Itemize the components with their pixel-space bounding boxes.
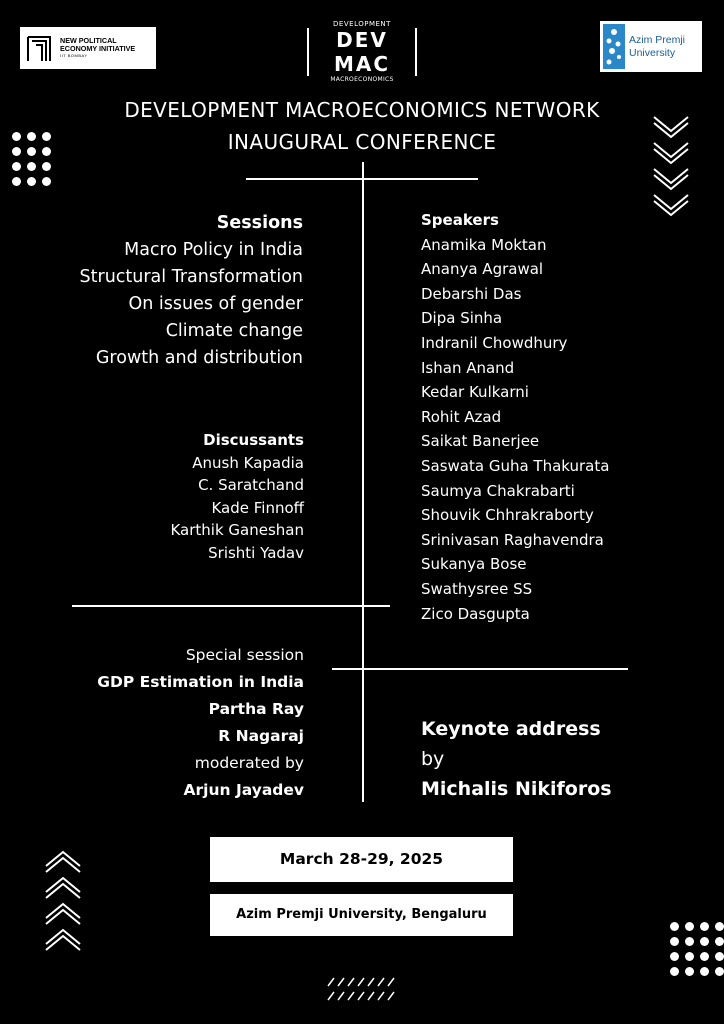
apu-line-1: Azim Premji — [629, 33, 686, 46]
discussant-name: Kade Finnoff — [211, 498, 304, 517]
npei-line-3: IIT BOMBAY — [60, 53, 88, 59]
devmac-main: DEV MAC — [307, 28, 417, 76]
moderated-label: moderated by — [194, 754, 304, 772]
special-session-speaker: R Nagaraj — [218, 727, 304, 745]
slash-pattern-decoration — [326, 976, 398, 1002]
speaker-name: Indranil Chowdhury — [421, 333, 568, 352]
sessions-heading: Sessions — [216, 213, 303, 233]
keynote-heading: Keynote address — [421, 718, 601, 740]
discussant-name: Karthik Ganeshan — [170, 521, 304, 539]
discussants-heading: Discussants — [203, 431, 304, 449]
speaker-name: Rohit Azad — [421, 407, 502, 426]
session-item: On issues of gender — [128, 294, 303, 314]
title-line-1: DEVELOPMENT MACROECONOMICS NETWORK — [124, 98, 600, 122]
speaker-name: Swathysree SS — [421, 579, 533, 598]
session-item: Climate change — [165, 321, 303, 341]
center-divider — [362, 162, 364, 802]
discussant-name: Srishti Yadav — [208, 543, 304, 562]
moderator-name: Arjun Jayadev — [183, 781, 304, 799]
dot-grid-decoration — [670, 922, 724, 976]
special-session-label: Special session — [185, 646, 304, 664]
speaker-name: Saumya Chakrabarti — [421, 481, 575, 500]
chevron-up-icon — [44, 848, 82, 952]
devmac-top: DEVELOPMENT — [333, 20, 391, 28]
discussant-name: Anush Kapadia — [192, 453, 304, 472]
session-item: Growth and distribution — [95, 348, 303, 368]
event-dates: March 28-29, 2025 — [210, 837, 513, 882]
sessions-section — [80, 210, 303, 372]
right-divider — [332, 668, 628, 670]
dot-grid-decoration — [12, 132, 51, 186]
speaker-name: Debarshi Das — [421, 284, 522, 303]
session-item: Macro Policy in India — [124, 240, 303, 260]
keynote-section — [421, 714, 612, 804]
devmac-bottom: MACROECONOMICS — [330, 76, 394, 83]
speakers-section — [421, 208, 609, 626]
speaker-name: Ananya Agrawal — [421, 260, 544, 279]
session-item: Structural Transformation — [79, 267, 303, 287]
apu-line-2: University — [629, 46, 676, 59]
speaker-name: Shouvik Chhrakraborty — [421, 506, 594, 525]
special-session-topic: GDP Estimation in India — [97, 673, 304, 691]
apu-mark-icon — [603, 24, 625, 69]
title-line-2: INAUGURAL CONFERENCE — [227, 130, 497, 154]
speaker-name: Kedar Kulkarni — [421, 383, 529, 402]
apu-logo — [600, 21, 702, 72]
keynote-speaker: Michalis Nikiforos — [421, 778, 612, 800]
event-venue: Azim Premji University, Bengaluru — [210, 894, 513, 936]
npei-logo — [20, 27, 156, 69]
npei-line-1: NEW POLITICAL — [60, 36, 117, 46]
speakers-heading: Speakers — [421, 211, 499, 229]
speaker-name: Sukanya Bose — [421, 555, 527, 574]
keynote-by: by — [421, 748, 445, 770]
special-session-speaker: Partha Ray — [208, 700, 304, 718]
npei-line-2: ECONOMY INITIATIVE — [60, 43, 136, 53]
special-session-section — [97, 642, 304, 804]
speaker-name: Saswata Guha Thakurata — [421, 456, 610, 475]
speaker-name: Ishan Anand — [421, 358, 515, 377]
discussant-name: C. Saratchand — [198, 476, 304, 494]
speaker-name: Srinivasan Raghavendra — [421, 530, 604, 549]
speaker-name: Dipa Sinha — [421, 309, 503, 328]
devmac-logo — [303, 20, 421, 83]
speaker-name: Saikat Banerjee — [421, 432, 540, 451]
left-divider — [72, 605, 390, 607]
discussants-section — [170, 429, 304, 564]
chevron-down-icon — [652, 113, 690, 217]
npei-mark-icon — [26, 33, 56, 63]
speaker-name: Anamika Moktan — [421, 235, 547, 254]
speaker-name: Zico Dasgupta — [421, 604, 530, 623]
